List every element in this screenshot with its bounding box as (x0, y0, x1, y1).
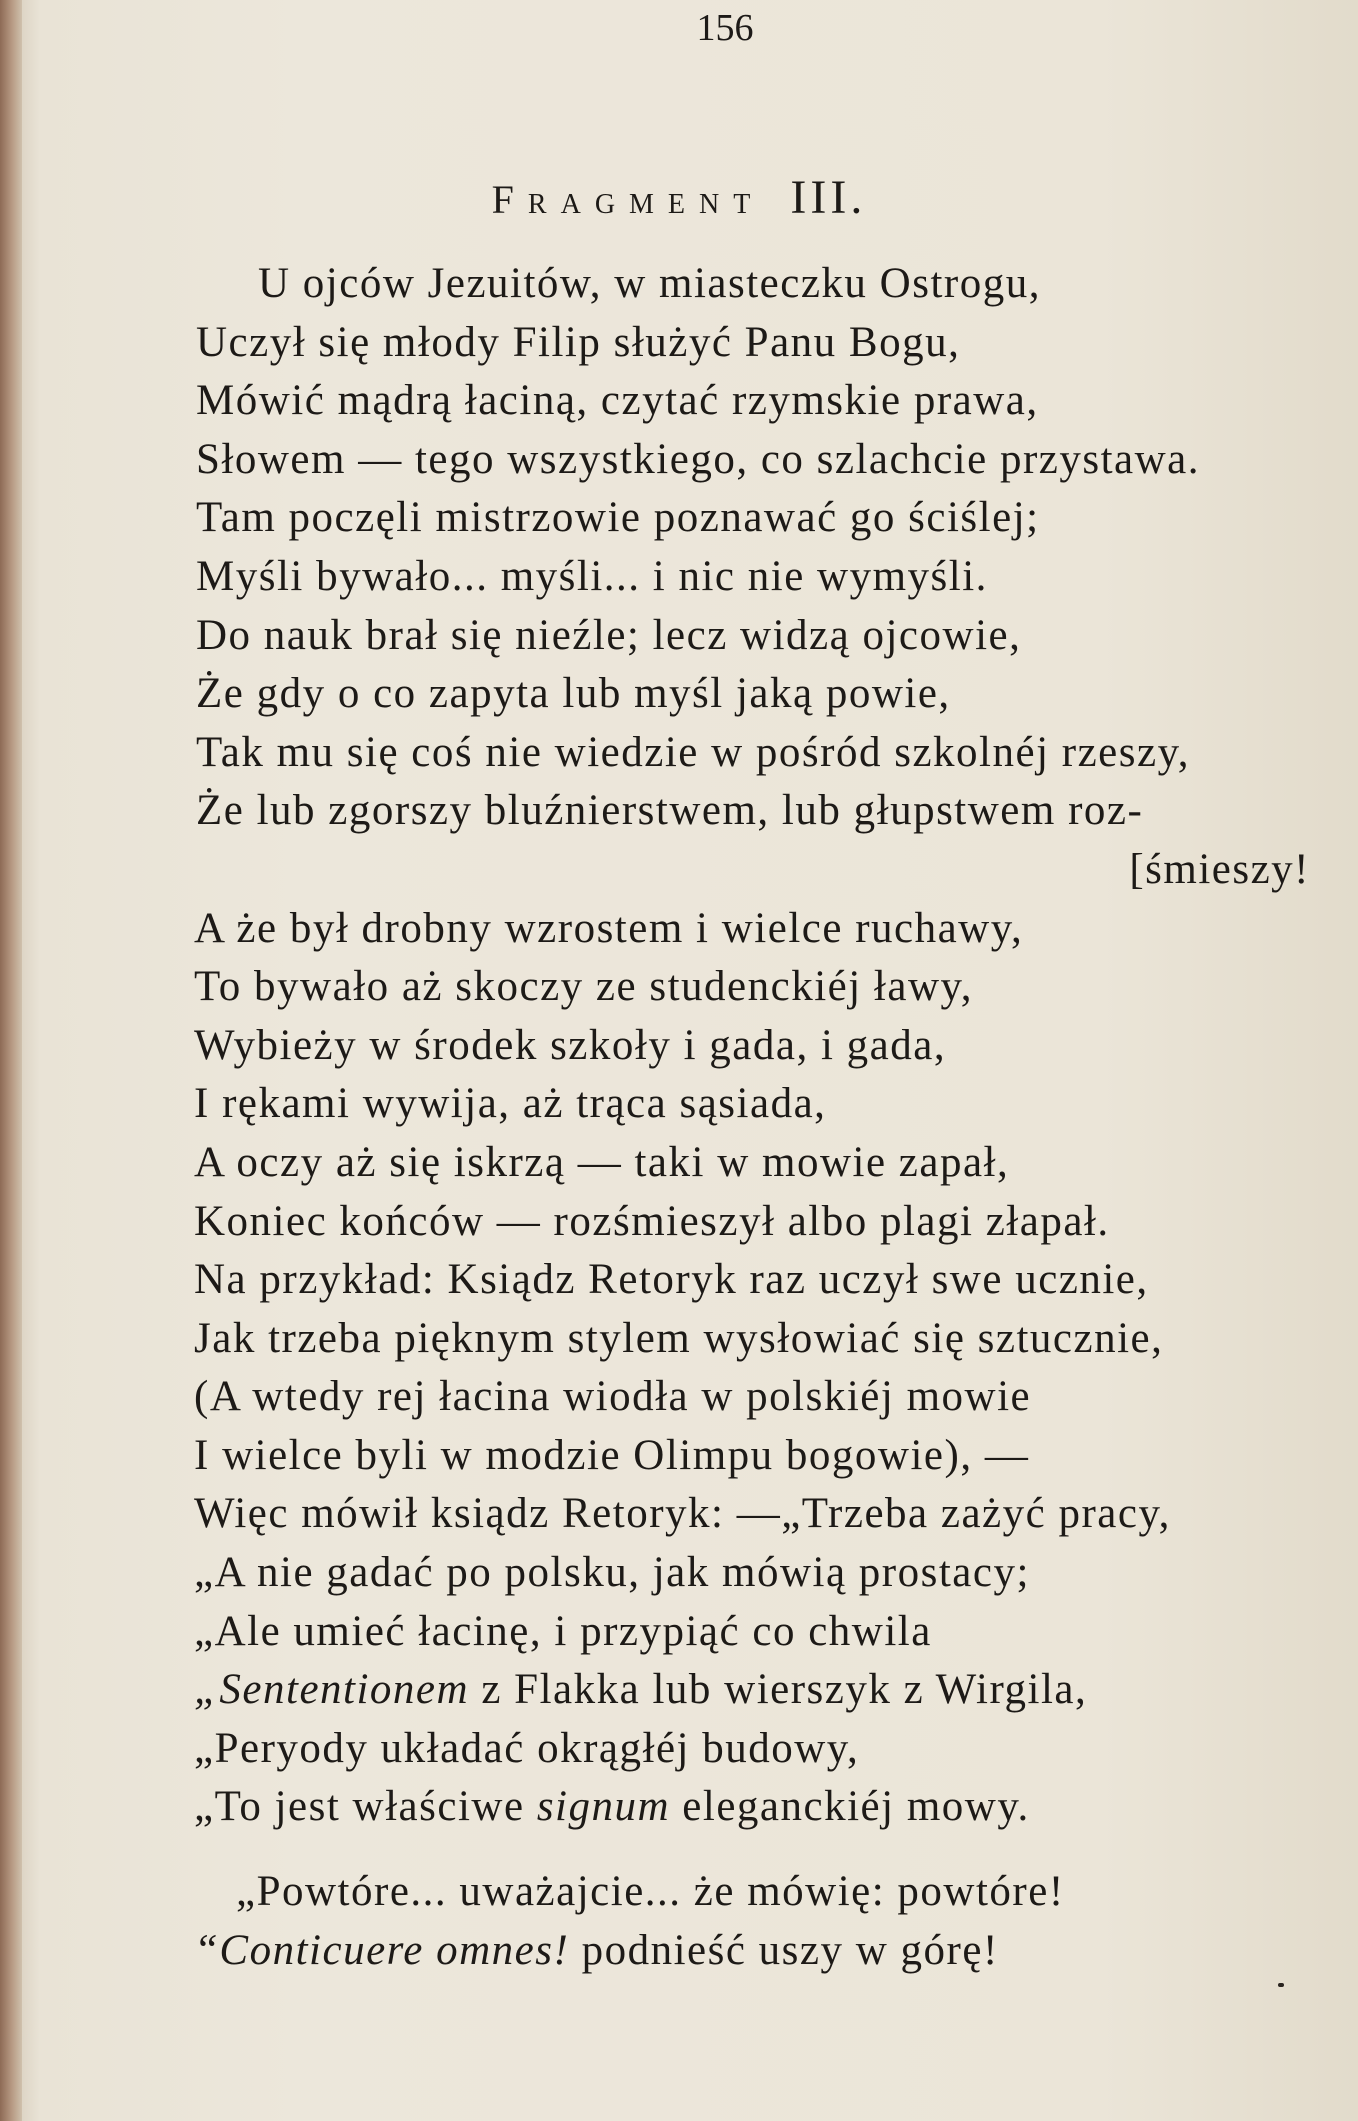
poem-line: Wybieży w środek szkoły i gada, i gada, (194, 1021, 947, 1069)
poem-line (194, 1922, 1316, 1981)
heading-word: Fragment (491, 177, 765, 222)
poem-line: To bywało aż skoczy ze studenckiéj ławy, (194, 963, 973, 1011)
poem-line: (A wtedy rej łacina wiodła w polskiéj mowie (194, 1373, 1032, 1421)
poem-line: I wielce byli w modzie Olimpu bogowie), — (194, 1431, 1030, 1479)
page-number: 156 (696, 7, 754, 49)
poem-line: Jak trzeba pięknym stylem wysłowiać się sztucznie, (194, 1314, 1164, 1362)
stanza-gap (196, 1837, 1316, 1863)
italic-word: signum (536, 1783, 671, 1831)
poem-line: Myśli bywało... myśli... i nic nie wymyśli. (196, 552, 988, 600)
poem-line: Słowem — tego wszystkiego, co szlachcie przystawa. (196, 435, 1201, 483)
poem-line-continuation: [śmieszy! (1129, 845, 1310, 893)
poem-line: Mówić mądrą łaciną, czytać rzymskie prawa, (196, 377, 1039, 425)
book-spine (0, 0, 22, 2121)
poem-line: Uczył się młody Filip służyć Panu Bogu, (196, 318, 961, 366)
line-rest: z Flakka lub wierszyk z Wirgila, (469, 1666, 1088, 1714)
poem-line: Do nauk brał się nieźle; lecz widzą ojcowie, (196, 611, 1022, 659)
section-heading (0, 170, 1358, 225)
poem-line: Tak mu się coś nie wiedzie w pośród szkolnéj rzeszy, (196, 728, 1191, 776)
poem-line: U ojców Jezuitów, w miasteczku Ostrogu, (258, 260, 1041, 307)
italic-word: „Sententionem (194, 1666, 470, 1714)
poem-line: Na przykład: Ksiądz Retoryk raz uczył swe ucznie, (194, 1256, 1149, 1304)
poem-line: A oczy aż się iskrzą — taki w mowie zapał, (194, 1138, 1010, 1186)
heading-numeral: III. (790, 171, 867, 224)
poem-line: A że był drobny wzrostem i wielce ruchawy, (194, 904, 1024, 952)
poem-line: „Peryody układać okrągłéj budowy, (194, 1724, 860, 1772)
poem-line: I rękami wywija, aż trąca sąsiada, (194, 1080, 827, 1128)
line-rest: podnieść uszy w górę! (569, 1926, 999, 1974)
poem-text (196, 255, 1316, 1980)
ink-spot (1278, 1983, 1284, 1987)
poem-line (194, 1778, 1316, 1837)
italic-phrase: “Conticuere omnes! (194, 1926, 570, 1974)
poem-line: „Ale umieć łacinę, i przypiąć co chwila (194, 1607, 932, 1655)
poem-line: Że lub zgorszy bluźnierstwem, lub głupstwem roz- (196, 787, 1144, 835)
poem-line: Więc mówił ksiądz Retoryk: —„Trzeba zażyć pracy, (194, 1490, 1171, 1538)
poem-line: „Powtóre... uważajcie... że mówię: powtóre! (236, 1868, 1065, 1916)
line-rest: eleganckiéj mowy. (670, 1783, 1030, 1831)
poem-line: Koniec końców — rozśmieszył albo plagi złapał. (194, 1197, 1110, 1245)
line-start: „To jest właściwe (194, 1783, 537, 1831)
poem-line: „A nie gadać po polsku, jak mówią prostacy; (194, 1549, 1030, 1597)
poem-line: Tam poczęli mistrzowie poznawać go ściślej; (196, 494, 1040, 542)
poem-line: Że gdy o co zapyta lub myśl jaką powie, (196, 670, 951, 718)
poem-line (194, 1661, 1316, 1720)
